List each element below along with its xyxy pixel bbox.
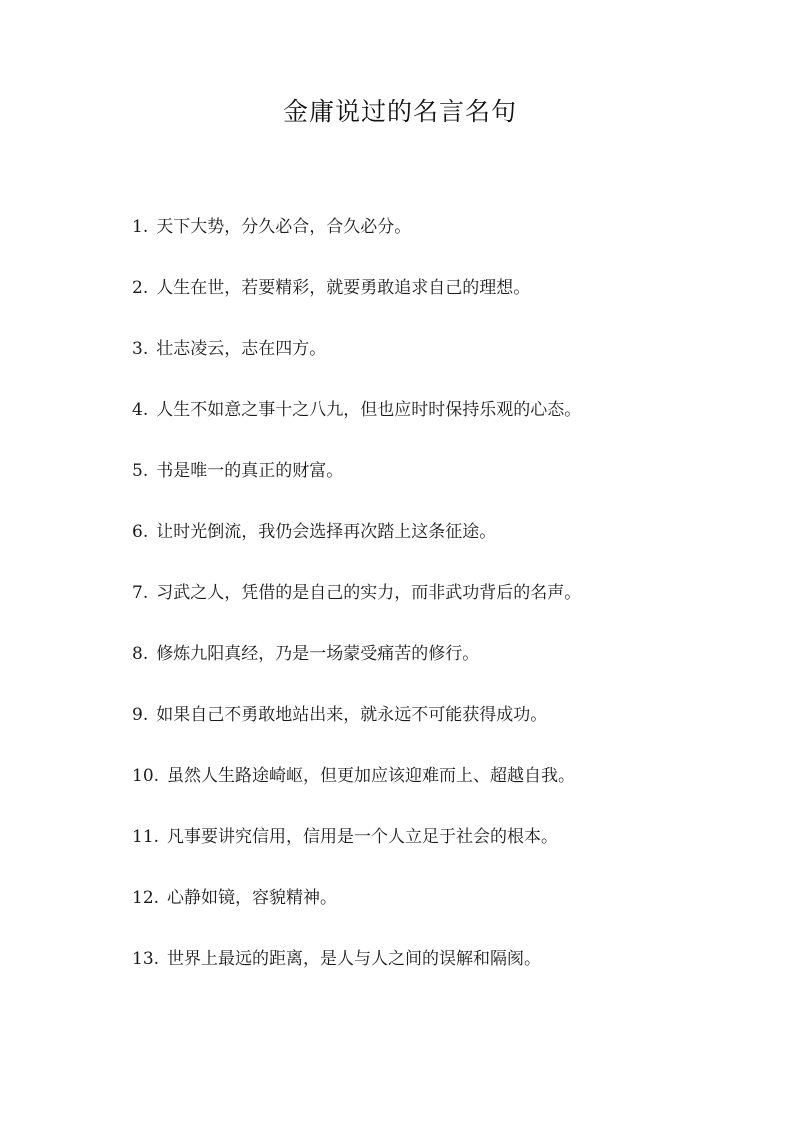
quote-number: 10. [132, 766, 160, 786]
quote-number: 7. [132, 583, 149, 603]
quote-item-4 [132, 396, 752, 457]
quote-item-8 [132, 640, 752, 701]
quote-text: 如果自己不勇敢地站出来，就永远不可能获得成功。 [156, 705, 548, 725]
quote-number: 6. [132, 522, 149, 542]
quote-list [132, 213, 752, 1006]
quote-number: 4. [132, 400, 149, 420]
quote-text: 习武之人，凭借的是自己的实力，而非武功背后的名声。 [156, 583, 582, 603]
quote-item-6 [132, 518, 752, 579]
quote-text: 天下大势，分久必合，合久必分。 [156, 217, 412, 237]
quote-number: 1. [132, 217, 149, 237]
quote-item-10 [132, 762, 752, 823]
quote-text: 壮志凌云，志在四方。 [156, 339, 327, 359]
quote-number: 5. [132, 461, 149, 481]
quote-text: 虽然人生路途崎岖，但更加应该迎难而上、超越自我。 [167, 766, 576, 786]
quote-number: 13. [132, 949, 160, 969]
quote-text: 修炼九阳真经，乃是一场蒙受痛苦的修行。 [156, 644, 480, 664]
quote-number: 8. [132, 644, 149, 664]
quote-item-12 [132, 884, 752, 945]
page-title: 金庸说过的名言名句 [282, 97, 517, 126]
quote-number: 2. [132, 278, 149, 298]
quote-number: 12. [132, 888, 160, 908]
quote-text: 让时光倒流，我仍会选择再次踏上这条征途。 [156, 522, 497, 542]
quote-item-11 [132, 823, 752, 884]
quote-number: 11. [132, 827, 160, 847]
quote-item-5 [132, 457, 752, 518]
quote-text: 书是唯一的真正的财富。 [156, 461, 344, 481]
quote-number: 3. [132, 339, 149, 359]
quote-item-3 [132, 335, 752, 396]
quote-text: 人生不如意之事十之八九，但也应时时保持乐观的心态。 [156, 400, 582, 420]
quote-item-2 [132, 274, 752, 335]
quote-number: 9. [132, 705, 149, 725]
quote-text: 凡事要讲究信用，信用是一个人立足于社会的根本。 [167, 827, 559, 847]
quote-item-1 [132, 213, 752, 274]
quote-text: 世界上最远的距离，是人与人之间的误解和隔阂。 [167, 949, 542, 969]
quote-item-13 [132, 945, 752, 1006]
quote-item-9 [132, 701, 752, 762]
quote-text: 心静如镜，容貌精神。 [167, 888, 338, 908]
quote-item-7 [132, 579, 752, 640]
quote-text: 人生在世，若要精彩，就要勇敢追求自己的理想。 [156, 278, 531, 298]
